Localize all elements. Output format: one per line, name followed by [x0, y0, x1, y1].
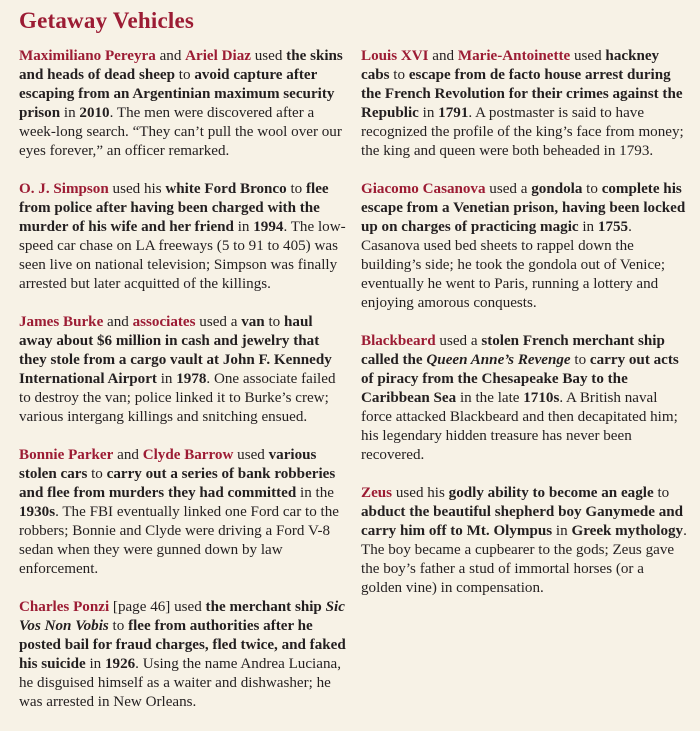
- body-text: . The men were discovered after a week-long search. “They can’t pull the wool over our eyes forever,” an officer remarked.: [19, 105, 342, 159]
- person-name: James Burke: [19, 314, 104, 330]
- bold-phrase: van: [241, 314, 265, 330]
- bold-phrase: the merchant ship: [205, 599, 326, 615]
- body-text: to: [570, 352, 590, 368]
- body-text: . A postmaster is said to have recognized the profile of the king’s face from money; the king and queen were both beheaded in 1793.: [361, 105, 684, 159]
- entry-blackbeard: [361, 332, 687, 465]
- body-text: in: [156, 371, 177, 387]
- body-text: to: [87, 466, 107, 482]
- entry-louis-marie: [361, 47, 687, 161]
- bold-phrase: carry out acts of piracy from the Chesapeake Bay to the Caribbean Sea: [361, 352, 679, 406]
- bold-phrase: avoid capture after escaping from an Argentinian maximum security prison: [19, 67, 335, 121]
- entry-text: [19, 446, 349, 579]
- person-name: Clyde Barrow: [142, 447, 234, 463]
- person-name: Maximiliano Pereyra: [19, 48, 156, 64]
- person-name: Ariel Diaz: [185, 48, 251, 64]
- bold-phrase: the skins and heads of dead sheep: [19, 48, 343, 83]
- body-text: . A British naval force attacked Blackbeard and then decapitated him; his legendary hidden treasure has never been recovered.: [361, 390, 678, 463]
- body-text: and: [113, 447, 143, 463]
- entry-zeus: [361, 484, 687, 598]
- left-column: [19, 47, 349, 731]
- bold-phrase: escape from de facto house arrest during the French Revolution for their crimes against the Republic: [361, 67, 683, 121]
- entry-text: [19, 313, 349, 427]
- entry-text: [19, 180, 349, 294]
- bold-phrase: 1926: [104, 656, 136, 672]
- body-text: used a: [195, 314, 242, 330]
- body-text: and: [428, 48, 458, 64]
- body-text: to: [389, 67, 409, 83]
- person-name: Bonnie Parker: [19, 447, 114, 463]
- entry-text: [361, 484, 687, 598]
- person-name: O. J. Simpson: [19, 181, 109, 197]
- body-text: used his: [392, 485, 449, 501]
- entry-pereyra-diaz: [19, 47, 349, 161]
- bold-phrase: stolen French merchant ship called the: [361, 333, 665, 368]
- body-text: in: [60, 105, 80, 121]
- entry-text: [361, 180, 687, 313]
- bold-phrase: 2010: [79, 105, 110, 121]
- bold-phrase: hackney cabs: [361, 48, 660, 83]
- body-text: in: [418, 105, 439, 121]
- person-name: Marie-Antoinette: [457, 48, 571, 64]
- bold-phrase: 1710s: [523, 390, 560, 406]
- body-text: to: [175, 67, 195, 83]
- entry-text: [19, 598, 349, 712]
- bold-phrase: white Ford Bronco: [165, 181, 287, 197]
- entry-bonnie-clyde: [19, 446, 349, 579]
- body-text: . Using the name Andrea Luciana, he disguised himself as a waiter and dishwasher; he was arrested in New Orleans.: [19, 656, 341, 710]
- entry-text: [361, 47, 687, 161]
- body-text: used: [570, 48, 606, 64]
- entry-charles-ponzi: [19, 598, 349, 712]
- bold-phrase: godly ability to become an eagle: [448, 485, 654, 501]
- bold-phrase: 1930s: [19, 504, 56, 520]
- bold-phrase: 1994: [253, 219, 284, 235]
- right-column: [361, 47, 687, 617]
- body-text: to: [286, 181, 306, 197]
- bold-phrase: haul away about $6 million in cash and jewelry that they stole from a cargo vault at John F. Kennedy International Airport: [19, 314, 332, 387]
- body-text: . The low-speed car chase on LA freeways (5 to 91 to 405) was seen live on national television; Simpson was finally arrested but later acquitted of the killings.: [19, 219, 346, 292]
- bold-phrase: flee from police after having been charged with the murder of his wife and her friend: [19, 181, 329, 235]
- body-text: in: [85, 656, 105, 672]
- body-text: used his: [108, 181, 166, 197]
- bold-phrase: various stolen cars: [19, 447, 317, 482]
- person-name: Blackbeard: [361, 333, 436, 349]
- entry-text: [361, 332, 687, 465]
- bold-phrase: 1791: [438, 105, 469, 121]
- page-title: Getaway Vehicles: [19, 8, 195, 33]
- entry-casanova: [361, 180, 687, 313]
- body-text: used a: [435, 333, 482, 349]
- italic-title: Sic Vos Non Vobis: [19, 599, 345, 634]
- entry-james-burke: [19, 313, 349, 427]
- body-text: used a: [485, 181, 532, 197]
- bold-phrase: Greek mythology: [571, 523, 684, 539]
- body-text: to: [582, 181, 602, 197]
- body-text: to: [264, 314, 284, 330]
- bold-phrase: abduct the beautiful shepherd boy Ganymede and carry him off to Mt. Olympus: [361, 504, 684, 539]
- body-text: . Casanova used bed sheets to rappel down the building’s side; he took the gondola out of Venice; eventually he went to Paris, running a lottery and enjoying amorous conquests.: [361, 219, 666, 311]
- body-text: [page 46] used: [109, 599, 206, 615]
- body-text: in: [552, 523, 572, 539]
- body-text: in: [233, 219, 254, 235]
- bold-phrase: 1755: [597, 219, 629, 235]
- bold-phrase: complete his escape from a Venetian prison, having been locked up on charges of practicing magic: [361, 181, 686, 235]
- body-text: to: [108, 618, 129, 634]
- body-text: used: [250, 48, 287, 64]
- body-text: . The boy became a cupbearer to the gods; Zeus gave the boy’s father a stud of immortal horses (or a golden vine) in compensation.: [361, 523, 687, 596]
- bold-phrase: 1978: [176, 371, 207, 387]
- person-name: Giacomo Casanova: [361, 181, 486, 197]
- body-text: . One associate failed to destroy the van; police linked it to Burke’s crew; various intergang killings and snitching ensued.: [19, 371, 336, 425]
- body-text: used: [233, 447, 269, 463]
- person-name: Charles Ponzi: [19, 599, 110, 615]
- person-name: Zeus: [361, 485, 393, 501]
- entry-oj-simpson: [19, 180, 349, 294]
- body-text: and: [155, 48, 186, 64]
- body-text: in the: [296, 485, 334, 501]
- italic-title: Queen Anne’s Revenge: [426, 352, 571, 368]
- body-text: in: [578, 219, 598, 235]
- bold-phrase: flee from authorities after he posted bail for fraud charges, fled twice, and faked his suicide: [19, 618, 346, 672]
- person-name: Louis XVI: [361, 48, 429, 64]
- person-name: associates: [132, 314, 196, 330]
- body-text: to: [653, 485, 670, 501]
- body-text: and: [103, 314, 133, 330]
- entry-text: [19, 47, 349, 161]
- bold-phrase: carry out a series of bank robberies and flee from murders they had committed: [19, 466, 336, 501]
- body-text: . The FBI eventually linked one Ford car to the robbers; Bonnie and Clyde were driving a Ford V-8 sedan when they were gunned down by law enforcement.: [19, 504, 339, 577]
- body-text: in the late: [456, 390, 524, 406]
- bold-phrase: gondola: [531, 181, 583, 197]
